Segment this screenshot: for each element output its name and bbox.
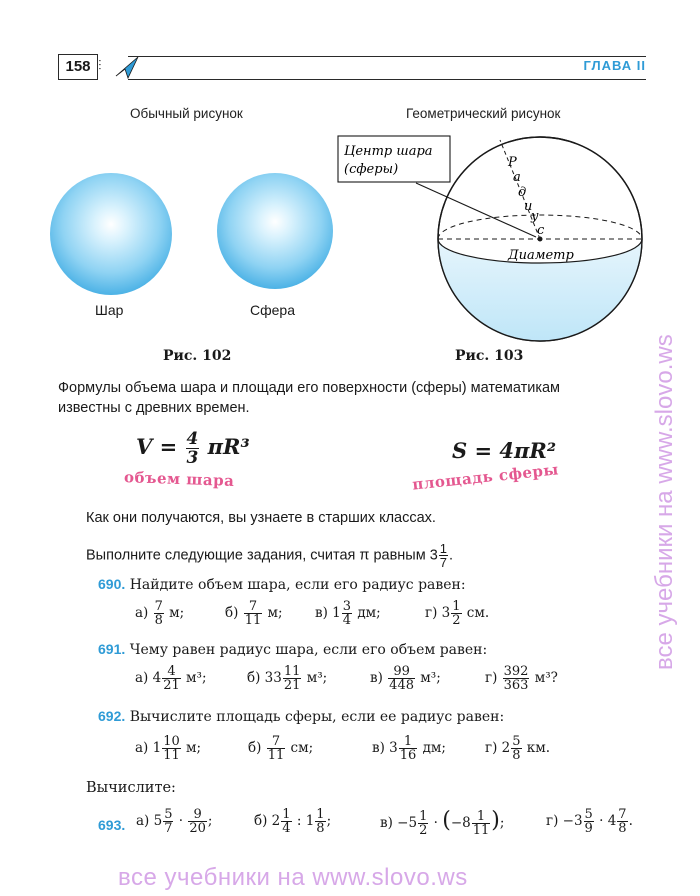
binder-ring-icon: ⫶ <box>98 58 102 74</box>
header-rule-bottom <box>128 79 646 80</box>
volume-stamp: объем шара <box>123 468 235 490</box>
volume-lhs: V = <box>136 434 178 459</box>
later-text: Как они получаются, вы узнаете в старших классах. <box>86 510 436 526</box>
callout-line1: Центр шара <box>344 144 433 159</box>
page-header <box>58 52 646 82</box>
radius-letter-6: с <box>537 223 545 238</box>
radius-letter-5: у <box>531 209 539 224</box>
task-693-d: г) −3 $\frac{5}{9}$ · 4 $\frac{7}{8}$ . <box>546 807 633 836</box>
callout-line2: (сферы) <box>344 162 399 177</box>
task-690-a: а) $\frac{7}{8}$ м; <box>135 599 185 628</box>
task-691-a: а) 4 $\frac{4}{21}$ м³; <box>135 664 207 693</box>
assumption-suffix: . <box>449 547 454 564</box>
task-693-a: а) 5 $\frac{5}{7}$ · $\frac{9}{20}$ ; <box>136 807 213 836</box>
figure-102-caption: Рис. 102 <box>163 348 232 364</box>
task-692-b: б) $\frac{7}{11}$ см; <box>248 734 314 763</box>
task-691-b: б) 33 $\frac{11}{21}$ м³; <box>247 664 328 693</box>
volume-rhs: πR³ <box>207 434 250 459</box>
task-692-text: Вычислите площадь сферы, если ее радиус равен: <box>129 709 505 725</box>
task-690-text: Найдите объем шара, если его радиус равен: <box>129 577 466 593</box>
task-692-answers <box>135 735 655 769</box>
intro-line-2: известны с древних времен. <box>58 400 250 416</box>
ball-label: Шар <box>95 302 124 318</box>
task-691-d: г) $\frac{392}{363}$ м³? <box>485 664 558 693</box>
task-692-number: 692. <box>98 708 126 724</box>
watermark-bottom: все учебники на www.slovo.ws <box>118 864 468 891</box>
volume-formula <box>136 430 250 467</box>
task-690-b: б) $\frac{7}{11}$ м; <box>225 599 283 628</box>
task-690-answers <box>135 600 655 634</box>
task-691-text: Чему равен радиус шара, если его объем равен: <box>129 642 488 658</box>
intro-line-1: Формулы объема шара и площади его поверхности (сферы) математикам <box>58 380 561 396</box>
page-number: 158 <box>58 54 98 80</box>
assumption-prefix: Выполните следующие задания, считая π равным 3 <box>86 547 438 564</box>
task-693-b: б) 2 $\frac{1}{4}$ : 1 $\frac{1}{8}$ ; <box>254 807 332 836</box>
header-rule-top <box>128 56 646 57</box>
diameter-label: Диаметр <box>508 248 574 263</box>
figure-103-title: Геометрический рисунок <box>406 106 561 121</box>
ball-image <box>50 173 172 295</box>
task-693-number: 693. <box>98 817 126 833</box>
area-formula: S = 4πR² <box>452 438 557 463</box>
assumption-numerator: 1 <box>439 541 448 556</box>
volume-numerator: 4 <box>186 429 199 449</box>
task-692-d: г) 2 $\frac{5}{8}$ км. <box>485 734 551 763</box>
sphere-label: Сфера <box>250 302 295 318</box>
area-stamp: площадь сферы <box>411 460 560 494</box>
task-692-c: в) 3 $\frac{1}{16}$ дм; <box>372 734 446 763</box>
task-690-c: в) 1 $\frac{3}{4}$ дм; <box>315 599 381 628</box>
compute-heading: Вычислите: <box>86 780 176 796</box>
task-691-c: в) $\frac{99}{448}$ м³; <box>370 664 441 693</box>
radius-letter-3: д <box>518 185 527 200</box>
task-691-answers <box>135 665 655 699</box>
figure-102-title: Обычный рисунок <box>130 106 243 121</box>
task-691 <box>98 641 487 658</box>
task-690 <box>98 576 466 593</box>
task-692-a: а) 1 $\frac{10}{11}$ м; <box>135 734 202 763</box>
sphere-image <box>217 173 333 289</box>
volume-denominator: 3 <box>186 448 199 468</box>
paper-plane-icon <box>114 54 140 80</box>
task-692 <box>98 708 504 725</box>
geometric-sphere-diagram <box>330 128 650 358</box>
radius-letter-4: и <box>524 199 533 214</box>
task-693 <box>98 808 658 848</box>
task-693-c: в) −5 $\frac{1}{2}$ · (−8 $\frac{1}{11}$ ); <box>380 808 505 838</box>
radius-letter-1: Р <box>508 155 517 170</box>
assumption-text <box>86 542 453 569</box>
figure-103-caption: Рис. 103 <box>455 348 524 364</box>
task-690-d: г) 3 $\frac{1}{2}$ см. <box>425 599 490 628</box>
task-691-number: 691. <box>98 641 126 657</box>
task-690-number: 690. <box>98 576 126 592</box>
radius-letter-2: а <box>513 170 521 185</box>
chapter-title: ГЛАВА II <box>577 58 646 73</box>
watermark-side: все учебники на www.slovo.ws <box>651 334 678 670</box>
assumption-denominator: 7 <box>439 555 448 570</box>
